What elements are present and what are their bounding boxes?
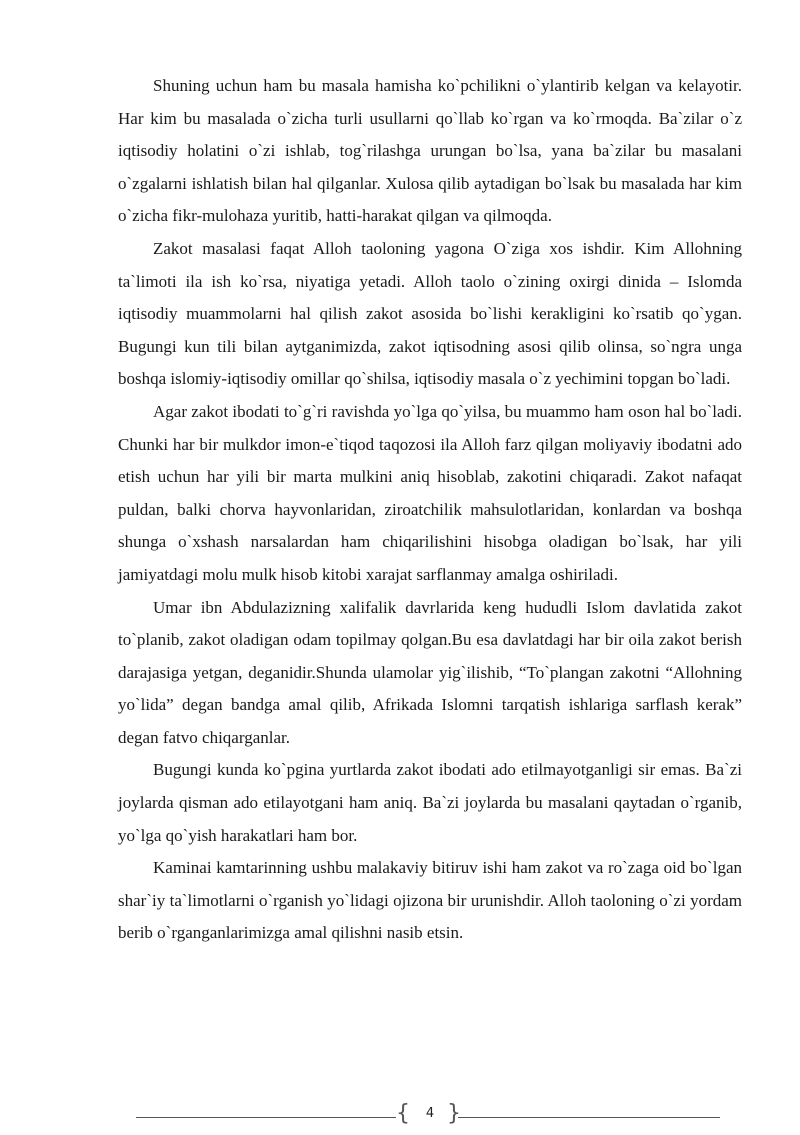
paragraph-1: Shuning uchun ham bu masala hamisha ko`pchilikni o`ylantirib kelgan va kelayotir. Har kim bu masalada o`zicha turli usullarni qo`llab ko`rgan va ko`rmoqda. Ba`zilar o`z iqtisodiy holatini o`zi ishlab, tog`rilashga urungan bo`lsa, yana ba`zilar bu masalani o`zgalarni ishlatish bilan hal qilganlar. Xulosa qilib aytadigan bo`lsak bu masalada har kim o`zicha fikr-mulohaza yuritib, hatti-harakat qilgan va qilmoqda. bbox=[118, 76, 742, 226]
paragraph-3: Agar zakot ibodati to`g`ri ravishda yo`lga qo`yilsa, bu muammo ham oson hal bo`ladi. Chunki har bir mulkdor imon-e`tiqod taqozosi ila Alloh farz qilgan moliyaviy ibodatni ado etish uchun har yili bir marta mulkini aniq hisoblab, zakotini chiqaradi. Zakot nafaqat puldan, balki chorva hayvonlaridan, ziroatchilik mahsulotlaridan, konlardan va boshqa shunga o`xshash narsalardan ham chiqarilishini hisobga oladigan bo`lsak, har yili jamiyatdagi molu mulk hisob kitobi xarajat sarflanmay amalga oshiriladi. bbox=[118, 401, 742, 584]
footer-rule-right bbox=[458, 1117, 720, 1118]
page-footer bbox=[0, 1085, 800, 1135]
paragraph-2: Zakot masalasi faqat Alloh taoloning yagona O`ziga xos ishdir. Kim Allohning ta`limoti ila ish ko`rsa, niyatiga yetadi. Alloh taolo o`zining oxirgi dinida – Islomda iqtisodiy muammolarni hal qilish zakot asosida bo`lishi kerakligini ko`rsatib qo`ygan. Bugungi kun tili bilan aytganimizda, zakot iqtisodning asosi qilib olinsa, so`ngra unga boshqa islomiy-iqtisodiy omillar qo`shilsa, iqtisodiy masala o`z yechimini topgan bo`ladi. bbox=[118, 238, 742, 389]
footer-rule-left bbox=[136, 1117, 396, 1118]
paragraph-4: Umar ibn Abdulazizning xalifalik davrlarida keng hududli Islom davlatida zakot to`planib, zakot oladigan odam topilmay qolgan.Bu esa davlatdagi har bir oila zakot berish darajasiga yetgan, deganidir.Shunda ulamolar yig`ilishib, “To`plangan zakotni “Allohning yo`lida” degan bandga amal qilib, Afrikada Islomni tarqatish ishlariga sarflash kerak” degan fatvo chiqarganlar. bbox=[118, 597, 742, 747]
page-body bbox=[118, 70, 742, 950]
right-brace-icon: } bbox=[447, 1101, 461, 1126]
paragraph-6: Kaminai kamtarinning ushbu malakaviy bitiruv ishi ham zakot va ro`zaga oid bo`lgan shar`iy ta`limotlarni o`rganish yo`lidagi ojizona bir urunishdir. Alloh taoloning o`zi yordam berib o`rganganlarimizga amal qilishni nasib etsin. bbox=[118, 858, 742, 943]
page-number: 4 bbox=[425, 1106, 435, 1121]
paragraph-5: Bugungi kunda ko`pgina yurtlarda zakot ibodati ado etilmayotganligi sir emas. Ba`zi joylarda qisman ado etilayotgani ham aniq. Ba`zi joylarda bu masalani qaytadan o`rganib, yo`lga qo`yish harakatlari ham bor. bbox=[118, 760, 742, 845]
left-brace-icon: { bbox=[396, 1101, 410, 1126]
